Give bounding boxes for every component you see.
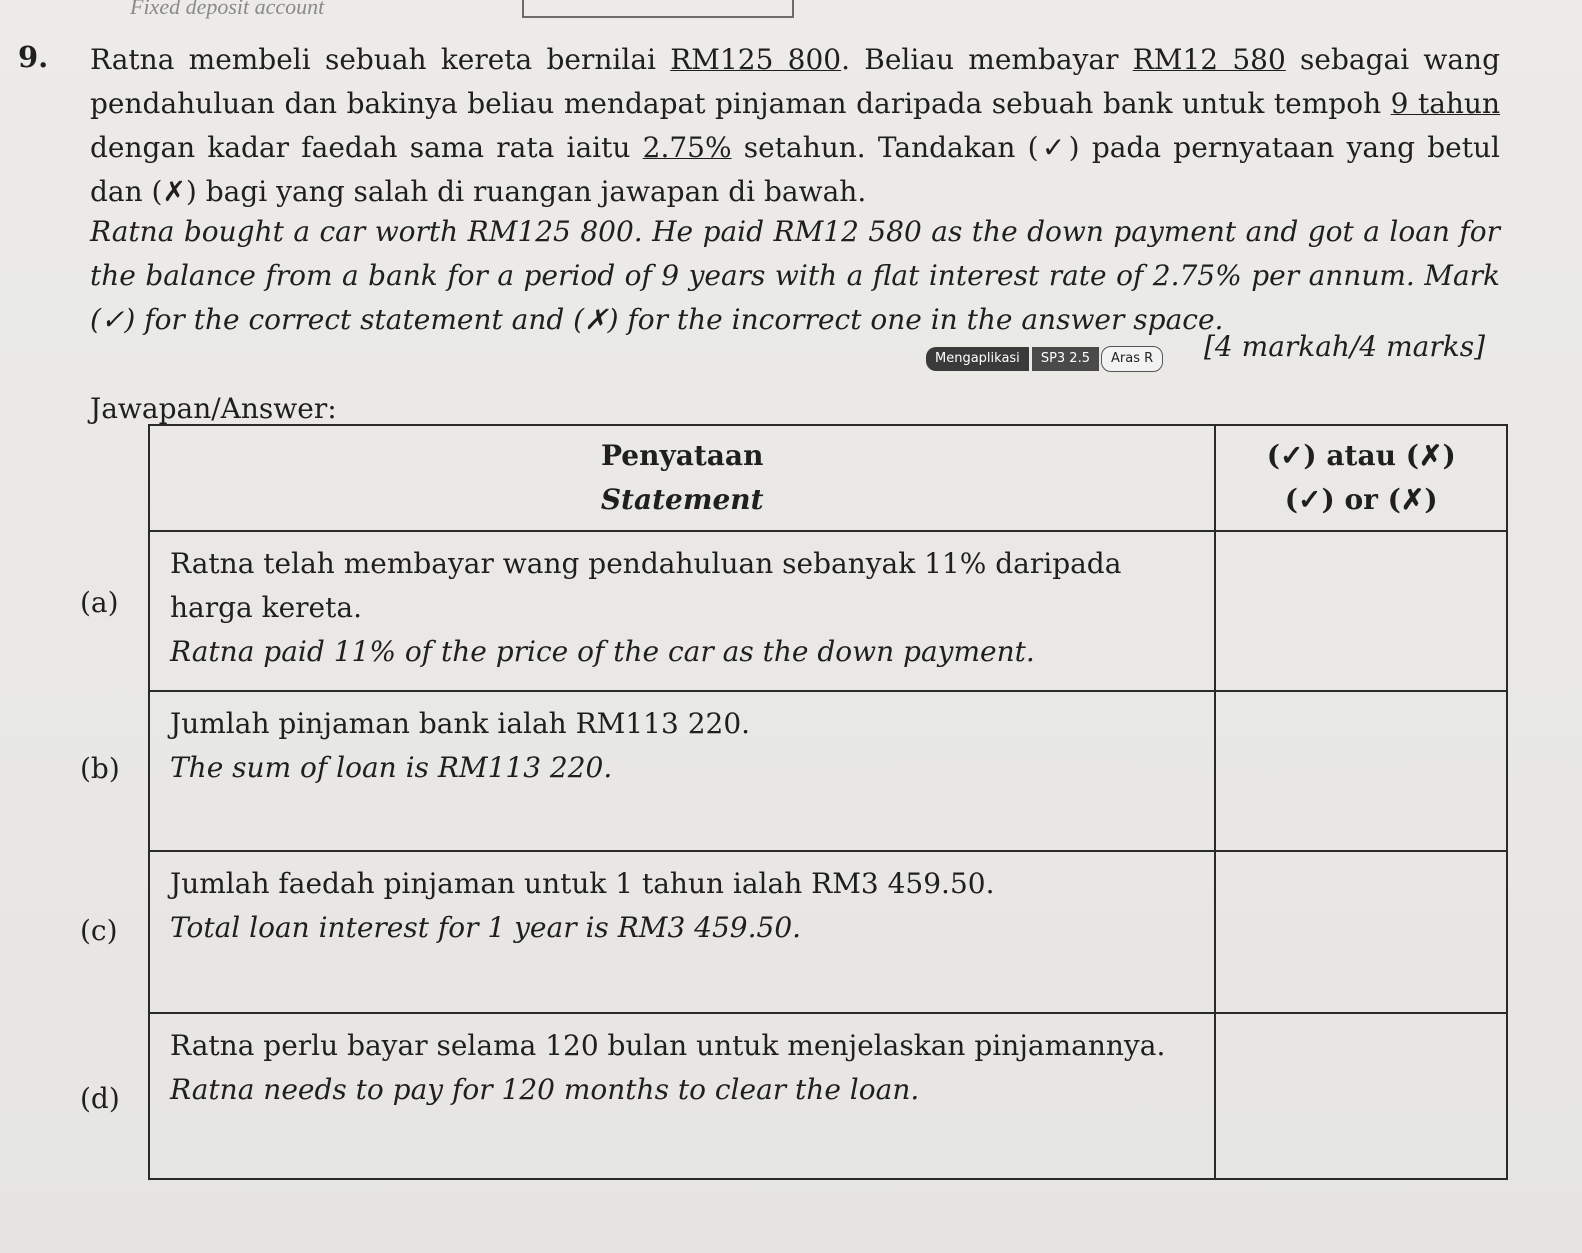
- malay-text-part: . Beliau membayar: [841, 43, 1133, 76]
- statement-malay: Ratna perlu bayar selama 120 bulan untuk menjelaskan pinjamannya.: [170, 1029, 1166, 1062]
- table-header-row: [149, 425, 1507, 531]
- answer-cell[interactable]: [1215, 531, 1507, 691]
- statement-cell: [149, 1013, 1215, 1179]
- malay-text-part: setahun. Tandakan (✓) pada pernyataan yang betul dan (✗) bagi yang salah di ruangan jawapan di bawah.: [90, 131, 1500, 208]
- loan-period: 9 tahun: [1390, 87, 1501, 120]
- statement-cell: [149, 531, 1215, 691]
- interest-rate: 2.75%: [642, 131, 732, 164]
- statement-cell: [149, 851, 1215, 1013]
- car-price: RM125 800: [670, 43, 842, 76]
- question-text-english: Ratna bought a car worth RM125 800. He paid RM12 580 as the down payment and got a loan for the balance from a bank for a period of 9 years with a flat interest rate of 2.75% per annum. Mark (✓) for the correct statement and (✗) for the incorrect one in the answer space.: [90, 215, 1500, 336]
- answer-cell[interactable]: [1215, 691, 1507, 851]
- row-label: (c): [80, 914, 118, 947]
- answer-cell[interactable]: [1215, 851, 1507, 1013]
- table-row: [149, 691, 1507, 851]
- malay-text-part: Ratna membeli sebuah kereta bernilai: [90, 43, 671, 76]
- statement-header-malay: Penyataan: [600, 439, 764, 472]
- aras-badge: Aras R: [1101, 346, 1163, 372]
- row-label: (a): [80, 586, 119, 619]
- malay-text-part: dengan kadar faedah sama rata iaitu: [90, 131, 643, 164]
- skill-badges: [926, 346, 1163, 372]
- malay-text-part: sebagai wang pendahuluan dan bakinya beliau mendapat pinjaman daripada sebuah bank untuk tempoh: [90, 43, 1501, 120]
- statement-malay: Jumlah pinjaman bank ialah RM113 220.: [170, 707, 751, 740]
- statement-cell: [149, 691, 1215, 851]
- mark-header-english: (✓) or (✗): [1284, 483, 1438, 516]
- answer-cell[interactable]: [1215, 1013, 1507, 1179]
- answer-table: [148, 424, 1508, 1180]
- statement-english: The sum of loan is RM113 220.: [170, 751, 613, 784]
- question-text-malay: [90, 38, 1500, 214]
- row-label: (d): [80, 1082, 120, 1115]
- row-label: (b): [80, 752, 120, 785]
- mark-header-malay: (✓) atau (✗): [1266, 439, 1456, 472]
- statement-english: Ratna needs to pay for 120 months to clear the loan.: [170, 1073, 920, 1106]
- marks-allocation: [4 markah/4 marks]: [1204, 330, 1485, 363]
- table-row: [149, 1013, 1507, 1179]
- question-number: 9.: [18, 40, 49, 74]
- statement-english: Total loan interest for 1 year is RM3 459.50.: [170, 911, 802, 944]
- statement-malay: Jumlah faedah pinjaman untuk 1 tahun ialah RM3 459.50.: [170, 867, 995, 900]
- statement-english: Ratna paid 11% of the price of the car as the down payment.: [170, 635, 1035, 668]
- answer-table-wrap: [148, 424, 1508, 1180]
- statement-header: [149, 425, 1215, 531]
- table-row: [149, 851, 1507, 1013]
- sp-badge: SP3 2.5: [1032, 347, 1099, 371]
- statement-header-english: Statement: [600, 483, 764, 516]
- level-badge: Mengaplikasi: [926, 347, 1029, 371]
- statement-malay: Ratna telah membayar wang pendahuluan sebanyak 11% daripada harga kereta.: [170, 547, 1122, 624]
- table-row: [149, 531, 1507, 691]
- handwritten-scribble: Fixed deposit account: [130, 0, 325, 19]
- mark-header: [1215, 425, 1507, 531]
- answer-label: Jawapan/Answer:: [90, 392, 337, 425]
- answer-box-fragment: [522, 0, 794, 18]
- down-payment: RM12 580: [1132, 43, 1286, 76]
